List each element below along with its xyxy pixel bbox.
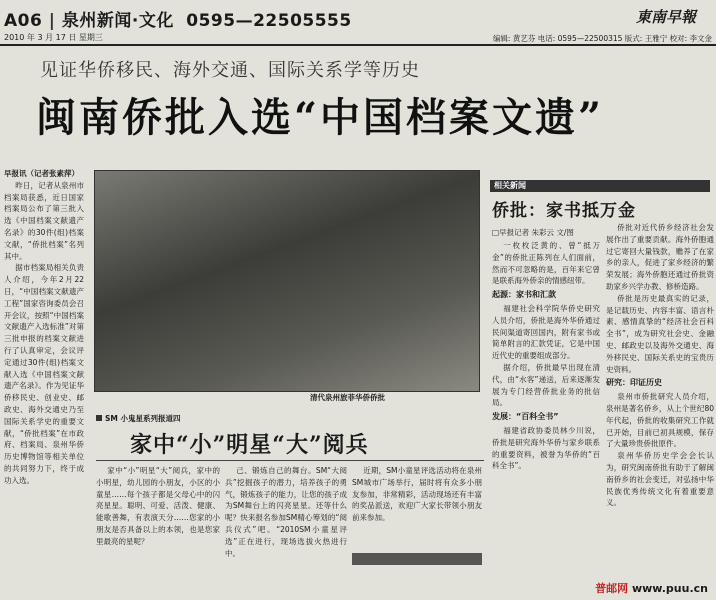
paragraph: 泉州华侨历史学会会长认为，研究闽南侨批有助于了解闽南侨乡的社会变迁，对弘扬中华民族优秀传统文化有着重要意义。 — [606, 451, 714, 508]
bulletin-text: 家中“小”明星“大”阅兵，家中的小明星，幼儿园的小朋友，小区的小童星……每个孩子都是父母心中的闪亮星星。聪明、可爱、活泼、健康、能歌善舞，有表演天分……您家的小朋友是否具备以上的本领，也是您家里最亮的星呢？ — [96, 466, 220, 546]
photo-caption: 清代泉州旅菲华侨侨批 — [310, 393, 385, 402]
related-column-1 — [492, 240, 600, 596]
subheading: 起源：家书和汇款 — [492, 290, 556, 300]
bulletin-headline: 家中“小”明星“大”阅兵 — [130, 432, 369, 458]
series-tag-label: SM 小鬼星系列报道四 — [105, 414, 181, 423]
bulletin-column-2 — [225, 465, 347, 597]
bulletin-graphic — [352, 553, 482, 565]
related-headline: 侨批：家书抵万金 — [492, 201, 636, 221]
related-news-tag: 相关新闻 — [490, 180, 710, 192]
watermark-name: 普邮网 — [595, 582, 629, 595]
page-number: A06 — [4, 11, 43, 31]
header-rule — [0, 44, 716, 46]
section-name: 泉州新闻·文化 — [61, 11, 174, 31]
paragraph: 据介绍，侨批最早出现在清代，由“水客”递送，后来逐渐发展为专门经营侨批业务的批信局。 — [492, 362, 600, 408]
article-column-1 — [4, 168, 84, 594]
watermark-url: www.puu.cn — [631, 582, 708, 595]
issue-date: 2010 年 3 月 17 日 星期三 — [4, 33, 103, 42]
qiaopi-photo — [94, 170, 480, 392]
paragraph: 一枚枚泛黄的、曾“抵万金”的侨批正陈列在人们面前，然而不可忽略的是，百年来它曾是联系海外侨亲的情感纽带。 — [492, 241, 600, 286]
paragraph: 福建社会科学院华侨史研究人员介绍，侨批是海外华侨通过民间渠道寄回国内，附有家书或简单附言的汇款凭证，它是中国近代史的重要组成部分。 — [492, 303, 600, 361]
square-bullet-icon — [96, 415, 102, 421]
related-byline: □早报记者 朱彩云 文/图 — [492, 228, 574, 237]
paragraph: 福建省政协委员林少川说，侨批是研究海外华侨与家乡联系的重要资料，被誉为华侨的“百科全书”。 — [492, 425, 600, 471]
paragraph: 泉州市侨批研究人员介绍，泉州是著名侨乡，从上个世纪80年代起，侨批的收集研究工作就已开始，目前已初具规模，保存了大量珍贵侨批原件。 — [606, 392, 714, 449]
editor-credits: 编辑: 黄艺芬 电话: 0595—22500315 版式: 王雅宁 校对: 李文金 — [492, 34, 712, 43]
bulletin-text: 近期，SM小童星评选活动将在泉州SM城市广场举行，届时将有众多小朋友参加，非常精彩，活动现场还有丰富的奖品派送，欢迎广大家长带领小朋友前来参加。 — [352, 466, 482, 523]
bulletin-column-1 — [96, 465, 220, 597]
bulletin-column-3 — [352, 465, 482, 549]
paragraph: 昨日，记者从泉州市档案局获悉，近日国家档案局公布了第三批入选《中国档案文献遗产名录》的30件(组)档案文献，“侨批档案”名列其中。 — [4, 180, 84, 261]
paragraph: 侨批对近代侨乡经济社会发展作出了重要贡献。海外侨胞通过它寄回大量钱款，赡养了在家乡的亲人，促进了家乡经济的繁荣发展；海外侨胞还通过侨批资助家乡兴学办教、修桥造路。 — [606, 223, 714, 291]
hotline: 0595—22505555 — [186, 11, 352, 31]
masthead-logo: 東南早報 — [635, 8, 696, 26]
subheading: 发展：“百科全书” — [492, 412, 559, 422]
bulletin-rule — [96, 460, 484, 461]
header-divider: | — [42, 11, 62, 31]
paragraph: 据市档案局相关负责人介绍，今年2月22日，“中国档案文献遗产工程”国家咨询委员会召开会议，按照“中国档案文献遗产入选标准”对第三批申报的档案文献进行了认真审定，会议评定通过30件(组)档案文献入选《中国档案文献遗产名录》。作为见证华侨移民史、创业史、邮政史、海外交通史乃至国际关系学史的重要文献，“侨批档案”在市政府、档案局、泉州华侨历史博物馆等相关单位的共同努力下，终于成功入选。 — [4, 263, 84, 485]
related-column-2 — [606, 222, 714, 576]
bulletin-text: 己、锻炼自己的舞台。SM“大阅兵”挖掘孩子的潜力，培养孩子的勇气，锻炼孩子的能力，让您的孩子成为SM舞台上的闪亮星星。还等什么呢？快来报名参加SM精心筹划的“阅兵仪式”吧。“2010SM小童星评选”正在进行，现场选拔火热进行中。 — [225, 466, 347, 558]
article-body — [4, 180, 84, 487]
article-byline: 早报讯（记者张素萍） — [4, 169, 79, 178]
article-kicker: 见证华侨移民、海外交通、国际关系学等历史 — [40, 60, 420, 81]
site-watermark — [593, 580, 710, 596]
subheading: 研究：印证历史 — [606, 378, 662, 388]
article-headline: 闽南侨批入选“中国档案文遗” — [36, 94, 605, 141]
paragraph: 侨批是历史最真实的记录，是记载历史、内容丰富、语言朴素、感情真挚的“经济社会百科全书”，成为研究社会史、金融史、邮政史以及海外交通史、海外移民史、国际关系史的宝贵历史资料。 — [606, 293, 714, 374]
page-header — [4, 6, 352, 31]
series-tag — [96, 413, 180, 424]
